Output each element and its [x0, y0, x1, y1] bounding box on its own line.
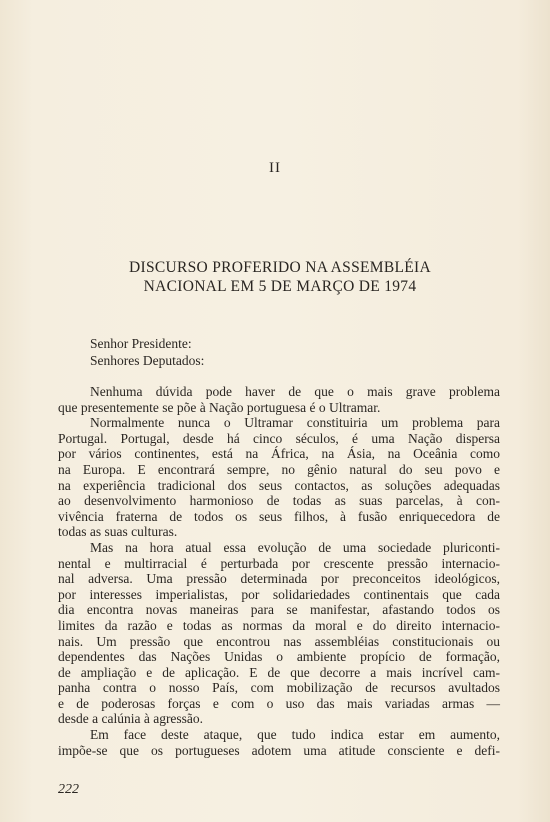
body-text — [58, 384, 500, 758]
text-line: nal adversa. Uma pressão determinada por preconceitos ideológicos, — [58, 571, 500, 587]
text-line: de ampliação e de aplicação. E de que decorre a mais incrível cam- — [58, 664, 500, 680]
page-number: 222 — [58, 782, 79, 797]
chapter-title-line: DISCURSO PROFERIDO NA ASSEMBLÉIA — [128, 259, 431, 276]
text-line: ao desenvolvimento harmonioso de todas as suas parcelas, à con- — [58, 493, 500, 509]
chapter-title-line: NACIONAL EM 5 DE MARÇO DE 1974 — [143, 278, 417, 295]
text-line: Em face deste ataque, que tudo indica estar em aumento, — [90, 727, 500, 743]
text-line: por vários continentes, está na África, na Ásia, na Oceânia como — [58, 446, 500, 462]
chapter-number: II — [269, 160, 281, 176]
salutation — [90, 336, 204, 369]
text-line: Portugal. Portugal, desde há cinco séculos, é uma Nação dispersa — [58, 430, 500, 446]
text-line: por interesses imperialistas, por solidariedades continentais que cada — [58, 586, 500, 602]
text-line: impõe-se que os portugueses adotem uma atitude consciente e defi- — [58, 742, 500, 758]
text-line: todas as suas culturas. — [58, 524, 178, 540]
salutation-line: Senhor Presidente: — [90, 336, 192, 351]
text-line: desde a calúnia à agressão. — [58, 711, 204, 727]
chapter-title — [60, 258, 500, 296]
text-line: na experiência tradicional dos seus contactos, as soluções adequadas — [58, 477, 500, 493]
text-line: Mas na hora atual essa evolução de uma sociedade pluriconti- — [90, 539, 500, 555]
text-line: nais. Um pressão que encontrou nas assembléias constitucionais ou — [58, 633, 500, 649]
text-line: dependentes das Nações Unidas o ambiente propício de formação, — [58, 649, 500, 665]
text-line: dia encontra novas maneiras para se manifestar, afastando todos os — [58, 602, 500, 618]
text-line: vivência fraterna de todos os seus filhos, à fusão enriquecedora de — [58, 508, 500, 524]
text-line: limites da razão e todas as normas da moral e do direito internacio- — [58, 617, 500, 633]
text-line: que presentemente se põe à Nação portuguesa é o Ultramar. — [58, 399, 381, 415]
text-line: nental e multirracial é perturbada por crescente pressão internacio- — [58, 555, 500, 571]
salutation-line: Senhores Deputados: — [90, 352, 205, 368]
text-line: na Europa. E encontrará sempre, no gênio natural do seu povo e — [58, 461, 500, 477]
text-line: Normalmente nunca o Ultramar constituiria um problema para — [90, 415, 500, 431]
text-line: Nenhuma dúvida pode haver de que o mais grave problema — [90, 384, 500, 399]
text-line: e de poderosas forças e com o uso das mais variadas armas — — [58, 695, 500, 711]
text-line: panha contra o nosso País, com mobilização de recursos avultados — [58, 680, 500, 696]
